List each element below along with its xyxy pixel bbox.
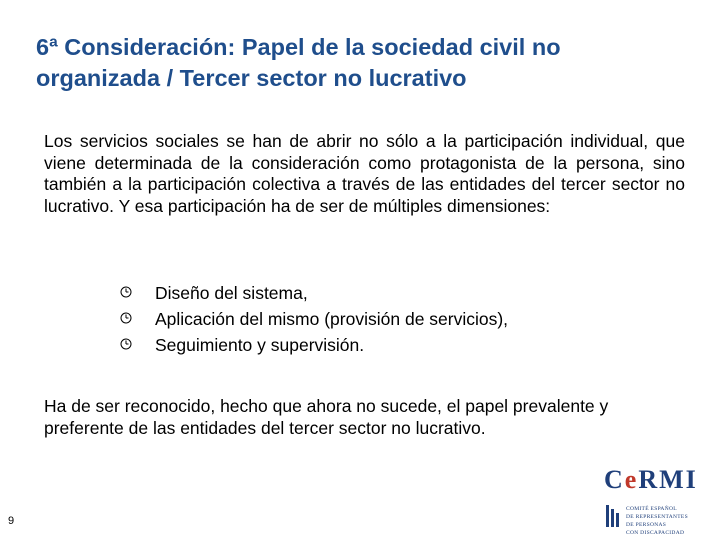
bullet-item <box>120 280 508 306</box>
logo-subtitle-line: DE REPRESENTANTES <box>626 514 688 520</box>
logo-mark-icon <box>604 503 622 529</box>
logo-subtitle <box>626 505 702 537</box>
clock-bullet-icon <box>120 312 132 324</box>
slide-title <box>36 32 696 94</box>
logo-subtitle-line: COMITÉ ESPAÑOL <box>626 506 677 512</box>
clock-bullet-icon <box>120 286 132 298</box>
clock-bullet-icon <box>120 338 132 350</box>
closing-paragraph: Ha de ser reconocido, hecho que ahora no sucede, el papel prevalente y preferente de las entidades del tercer sector no lucrativo. <box>44 396 609 438</box>
bullet-list <box>120 280 508 358</box>
logo-word-suffix: RMI <box>638 465 698 494</box>
cermi-logo <box>604 465 702 537</box>
bullet-text: Diseño del sistema, <box>155 283 308 303</box>
logo-wordmark <box>604 465 702 495</box>
bullet-item <box>120 332 508 358</box>
logo-word-accent: e <box>624 465 639 494</box>
logo-subtitle-line: DE PERSONAS <box>626 522 667 528</box>
logo-subtitle-line: CON DISCAPACIDAD <box>626 530 685 536</box>
logo-word-prefix: C <box>604 465 625 494</box>
slide-title-line-2: organizada / Tercer sector no lucrativo <box>36 65 467 91</box>
bullet-text: Aplicación del mismo (provisión de servicios), <box>155 309 509 329</box>
intro-paragraph: Los servicios sociales se han de abrir no sólo a la participación individual, que viene determinada de la consideración como protagonista de la persona, sino también a la participación colectiva a través de las entidades del tercer sector no lucrativo. Y esa participación ha de ser de múltiples dimensiones: <box>44 131 685 216</box>
bullet-text: Seguimiento y supervisión. <box>155 335 365 355</box>
slide-title-line-1: 6ª Consideración: Papel de la sociedad civil no <box>36 34 561 60</box>
page-number: 9 <box>8 515 15 527</box>
bullet-item <box>120 306 508 332</box>
